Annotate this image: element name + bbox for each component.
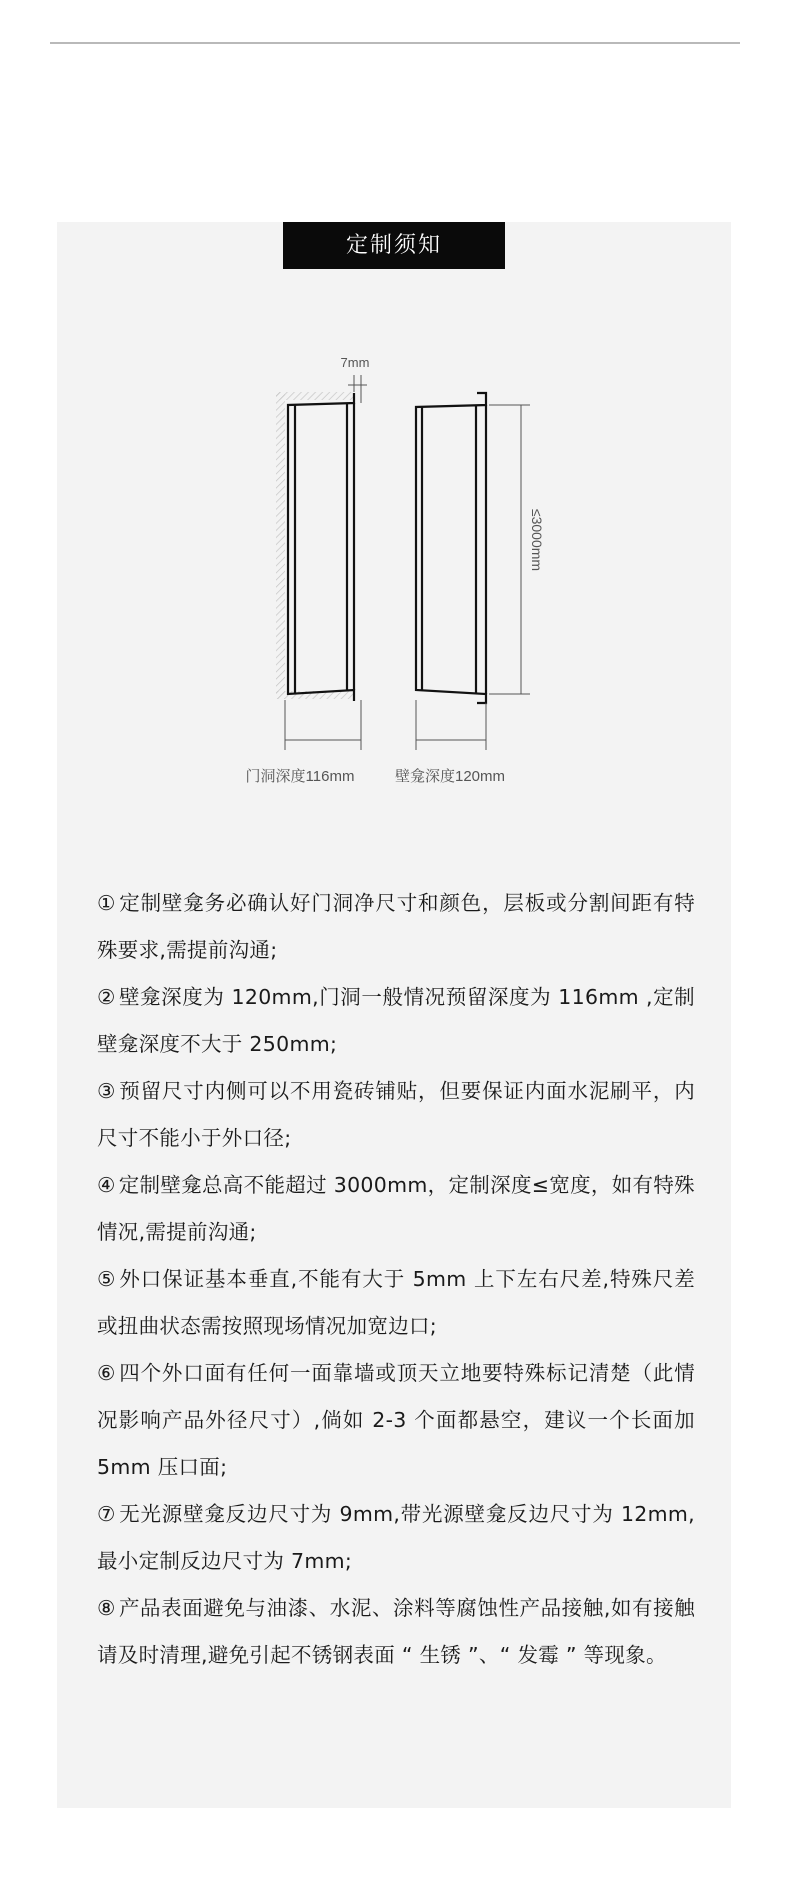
note-text: 定制壁龛务必确认好门洞净尺寸和颜色，层板或分割间距有特殊要求,需提前沟通; [97,891,695,962]
note-text: 产品表面避免与油漆、水泥、涂料等腐蚀性产品接触,如有接触请及时清理,避免引起不锈钢表面 “ 生锈 ”、“ 发霉 ” 等现象。 [97,1596,695,1667]
note-item [97,1162,695,1256]
note-item [97,1350,695,1491]
note-text: 四个外口面有任何一面靠墙或顶天立地要特殊标记清楚（此情况影响产品外径尺寸）,倘如 2-3 个面都悬空，建议一个长面加 5mm 压口面; [97,1361,695,1479]
note-text: 无光源壁龛反边尺寸为 9mm,带光源壁龛反边尺寸为 12mm, 最小定制反边尺寸为 7mm; [97,1502,695,1573]
height-label: ≤3000mm [529,508,545,572]
left-niche-profile [288,393,354,701]
notes-list [97,880,695,1679]
note-item [97,1491,695,1585]
note-text: 预留尺寸内侧可以不用瓷砖铺贴，但要保证内面水泥刷平，内尺寸不能小于外口径; [97,1079,695,1150]
note-number: ④ [97,1173,116,1197]
gap-label: 7mm [340,355,370,370]
note-item [97,1256,695,1350]
note-number: ⑧ [97,1596,116,1620]
note-number: ⑥ [97,1361,117,1385]
door-depth-caption: 门洞深度116mm [245,768,355,785]
note-item [97,880,695,974]
depth-extension-lines [285,700,486,750]
note-text: 定制壁龛总高不能超过 3000mm，定制深度≤宽度，如有特殊情况,需提前沟通; [97,1173,695,1244]
note-item [97,1068,695,1162]
note-item [97,974,695,1068]
note-number: ③ [97,1079,117,1103]
note-number: ⑦ [97,1502,117,1526]
right-niche-profile [416,393,486,703]
note-item [97,1585,695,1679]
niche-dimension-diagram [0,0,790,800]
note-text: 外口保证基本垂直,不能有大于 5mm 上下左右尺差,特殊尺差或扭曲状态需按照现场情况加宽边口; [97,1267,696,1338]
height-dimension-line [489,405,530,694]
note-number: ① [97,891,117,915]
note-number: ⑤ [97,1267,117,1291]
section-title: 定制须知 [283,222,505,269]
niche-depth-caption: 壁龛深度120mm [394,768,506,785]
note-number: ② [97,985,116,1009]
note-text: 壁龛深度为 120mm,门洞一般情况预留深度为 116mm ,定制壁龛深度不大于 250mm; [97,985,695,1056]
